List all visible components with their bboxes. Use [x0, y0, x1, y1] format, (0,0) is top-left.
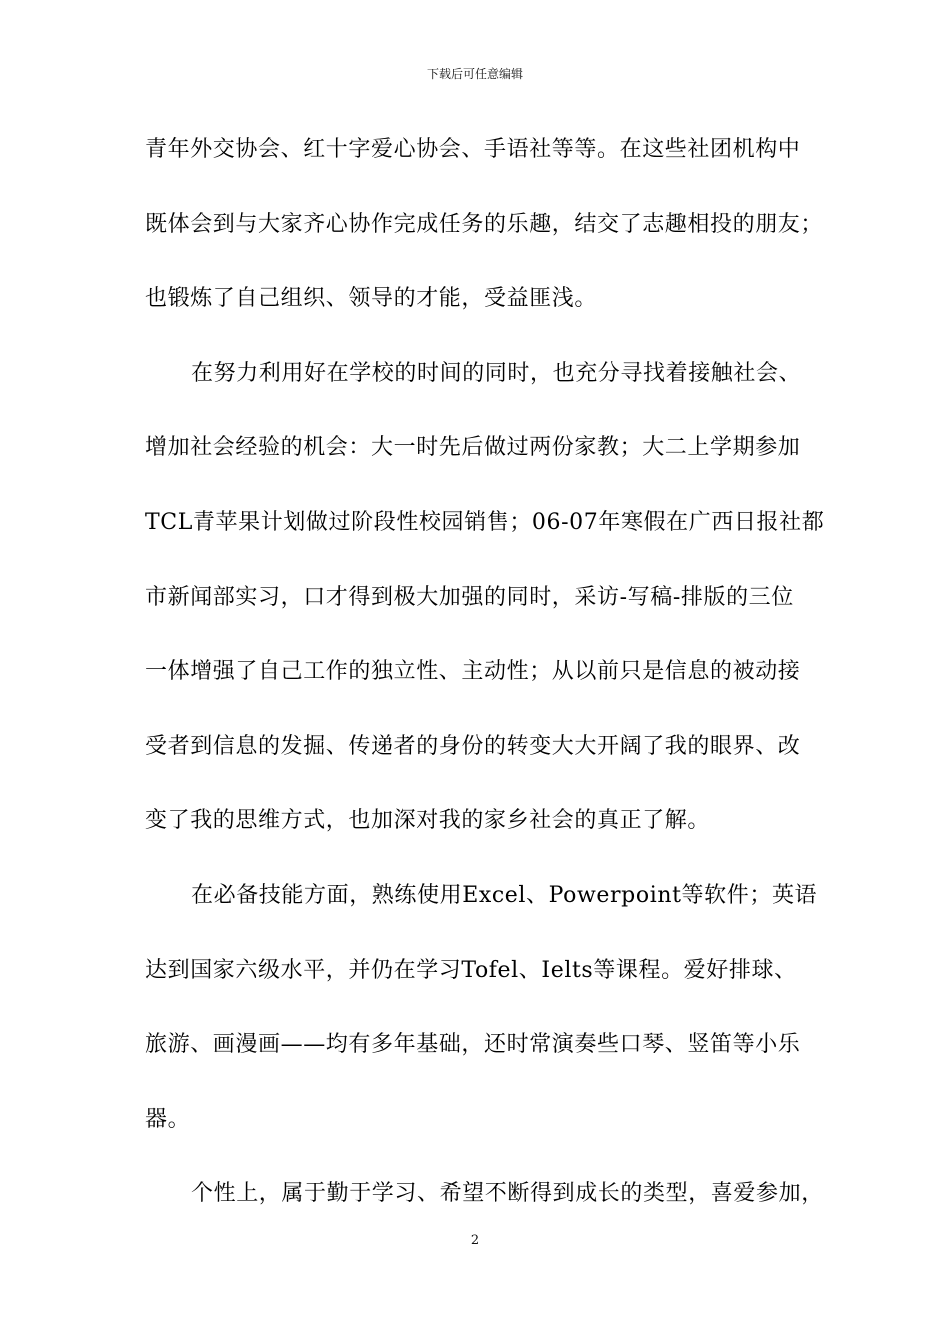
paragraph-first-line: 在必备技能方面，熟练使用Excel、Powerpoint等软件；英语	[191, 882, 818, 908]
document-body	[145, 128, 825, 1247]
text-line: 受者到信息的发掘、传递者的身份的转变大大开阔了我的眼界、改	[145, 733, 801, 759]
page-header: 下载后可任意编辑	[426, 67, 523, 81]
text-line: 青年外交协会、红十字爱心协会、手语社等等。在这些社团机构中	[145, 137, 801, 162]
paragraph-first-line: 个性上，属于勤于学习、希望不断得到成长的类型，喜爱参加，	[191, 1181, 824, 1207]
text-line: 变了我的思维方式，也加深对我的家乡社会的真正了解。	[145, 808, 711, 834]
text-line: 达到国家六级水平，并仍在学习Tofel、Ielts等课程。爱好排球、	[145, 957, 797, 983]
page-number: 2	[470, 1233, 480, 1248]
text-line: 一体增强了自己工作的独立性、主动性；从以前只是信息的被动接	[145, 659, 801, 685]
text-line: 增加社会经验的机会：大一时先后做过两份家教；大二上学期参加	[145, 435, 801, 461]
text-line: 器。	[145, 1106, 191, 1132]
text-line: 也锻炼了自己组织、领导的才能，受益匪浅。	[145, 286, 598, 312]
paragraph-first-line: 在努力利用好在学校的时间的同时，也充分寻找着接触社会、	[191, 360, 802, 386]
text-line: TCL青苹果计划做过阶段性校园销售；06-07年寒假在广西日报社都	[145, 509, 825, 535]
text-line: 既体会到与大家齐心协作完成任务的乐趣，结交了志趣相投的朋友；	[145, 211, 824, 237]
text-line: 旅游、画漫画——均有多年基础，还时常演奏些口琴、竖笛等小乐	[145, 1032, 801, 1058]
text-line: 市新闻部实习，口才得到极大加强的同时，采访-写稿-排版的三位	[145, 584, 794, 610]
